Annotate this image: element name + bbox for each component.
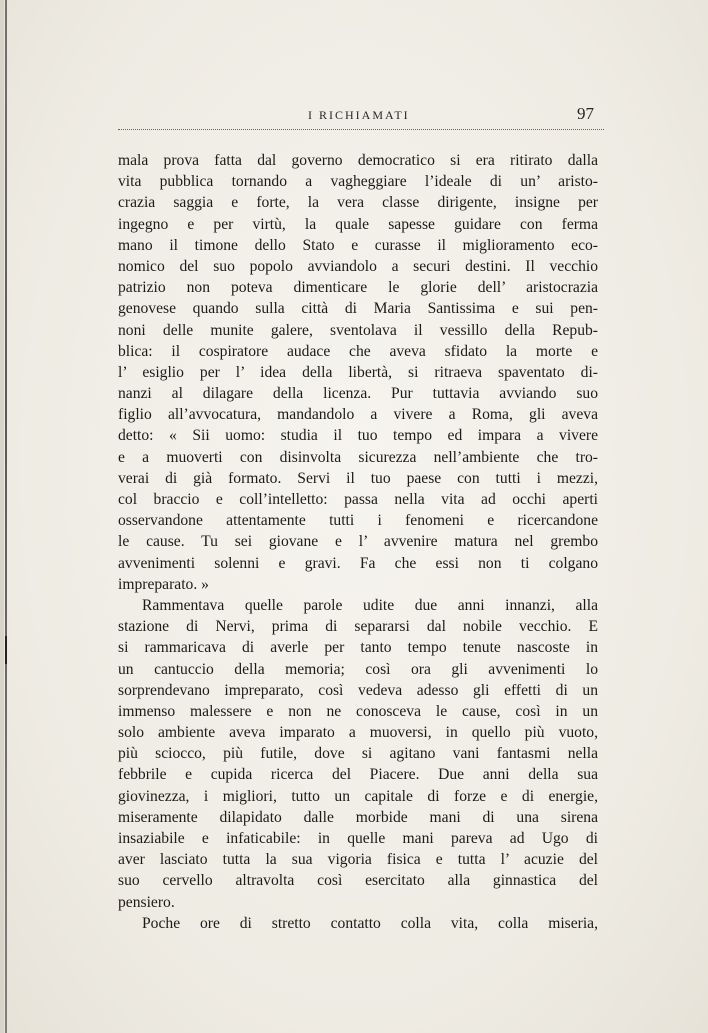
text-line: Poche ore di stretto contatto colla vita, colla miseria,	[142, 914, 598, 932]
text-line: noni delle munite galere, sventolava il vessillo della Repub-	[118, 321, 598, 339]
text-line: mala prova fatta dal governo democratico si era ritirato dalla	[118, 152, 598, 169]
text-line: impreparato. »	[118, 575, 209, 593]
text-line: l’ esiglio per l’ idea della libertà, si ritraeva spaventato di-	[118, 363, 598, 381]
text-line: febbrile e cupida ricerca del Piacere. Due anni della sua	[118, 766, 598, 784]
text-line: giovinezza, i migliori, tutto un capitale di forze e di energie,	[118, 787, 598, 805]
page-edge	[0, 0, 4, 1033]
text-line: stazione di Nervi, prima di separarsi dal nobile vecchio. E	[118, 618, 598, 636]
text-line: vita pubblica tornando a vagheggiare l’ideale di un’ aristo-	[118, 173, 598, 191]
text-line: sorprendevano impreparato, così vedeva adesso gli effetti di un	[118, 681, 598, 699]
text-line: col braccio e coll’intelletto: passa nella vita ad occhi aperti	[118, 491, 598, 508]
text-line: crazia saggia e forte, la vera classe dirigente, insigne per	[118, 194, 598, 212]
text-line: insaziabile e infaticabile: in quelle mani pareva ad Ugo di	[118, 830, 598, 847]
text-line: nanzi al dilagare della licenza. Pur tuttavia avviando suo	[118, 385, 598, 403]
text-line: solo ambiente aveva imparato a muoversi, in quello più vuoto,	[118, 724, 598, 742]
text-line: si rammaricava di averle per tanto tempo tenute nascoste in	[118, 639, 598, 657]
text-line: osservandone attentamente tutti i fenomeni e ricercandone	[118, 512, 598, 530]
text-line: mano il timone dello Stato e curasse il miglioramento eco-	[118, 236, 598, 254]
binding-line	[5, 0, 7, 1033]
margin-mark	[5, 636, 7, 664]
text-line: le cause. Tu sei giovane e l’ avvenire matura nel grembo	[118, 533, 598, 551]
text-line: detto: « Sii uomo: studia il tuo tempo ed impara a vivere	[118, 427, 598, 445]
text-line: più sciocco, più futile, dove si agitano vani fantasmi nella	[118, 745, 598, 763]
text-line: genovese quando sulla città di Maria Santissima e sui pen-	[118, 300, 598, 318]
text-line: miseramente dilapidato dalle morbide mani di una sirena	[118, 808, 598, 826]
text-line: pensiero.	[118, 893, 175, 911]
text-line: un cantuccio della memoria; così ora gli avvenimenti lo	[118, 660, 598, 678]
page-number: 97	[577, 104, 594, 123]
text-line: verai di già formato. Servi il tuo paese con tutti i mezzi,	[118, 469, 598, 487]
text-line: nomico del suo popolo avviandolo a securi destini. Il vecchio	[118, 257, 598, 275]
text-line: immenso malessere e non ne conosceva le cause, così in un	[118, 702, 598, 720]
text-line: avvenimenti solenni e gravi. Fa che essi non ti colgano	[118, 554, 598, 572]
text-line: suo cervello altravolta così esercitato alla ginnastica del	[118, 872, 598, 890]
running-title: I RICHIAMATI	[308, 108, 410, 122]
text-line: e a muoverti con disinvolta sicurezza nell’ambiente che tro-	[118, 448, 598, 466]
header-rule	[118, 129, 604, 130]
page-header	[118, 106, 606, 128]
text-line: aver lasciato tutta la sua vigoria fisica e tutta l’ acuzie del	[118, 851, 598, 869]
text-line: patrizio non poteva dimenticare le glorie dell’ aristocrazia	[118, 279, 598, 297]
body-text	[118, 150, 598, 934]
text-line: Rammentava quelle parole udite due anni innanzi, alla	[142, 596, 598, 614]
text-line: ingegno e per virtù, la quale sapesse guidare con ferma	[118, 215, 598, 233]
text-line: blica: il cospiratore audace che aveva sfidato la morte e	[118, 342, 598, 360]
text-line: figlio all’avvocatura, mandandolo a vivere a Roma, gli aveva	[118, 406, 598, 424]
